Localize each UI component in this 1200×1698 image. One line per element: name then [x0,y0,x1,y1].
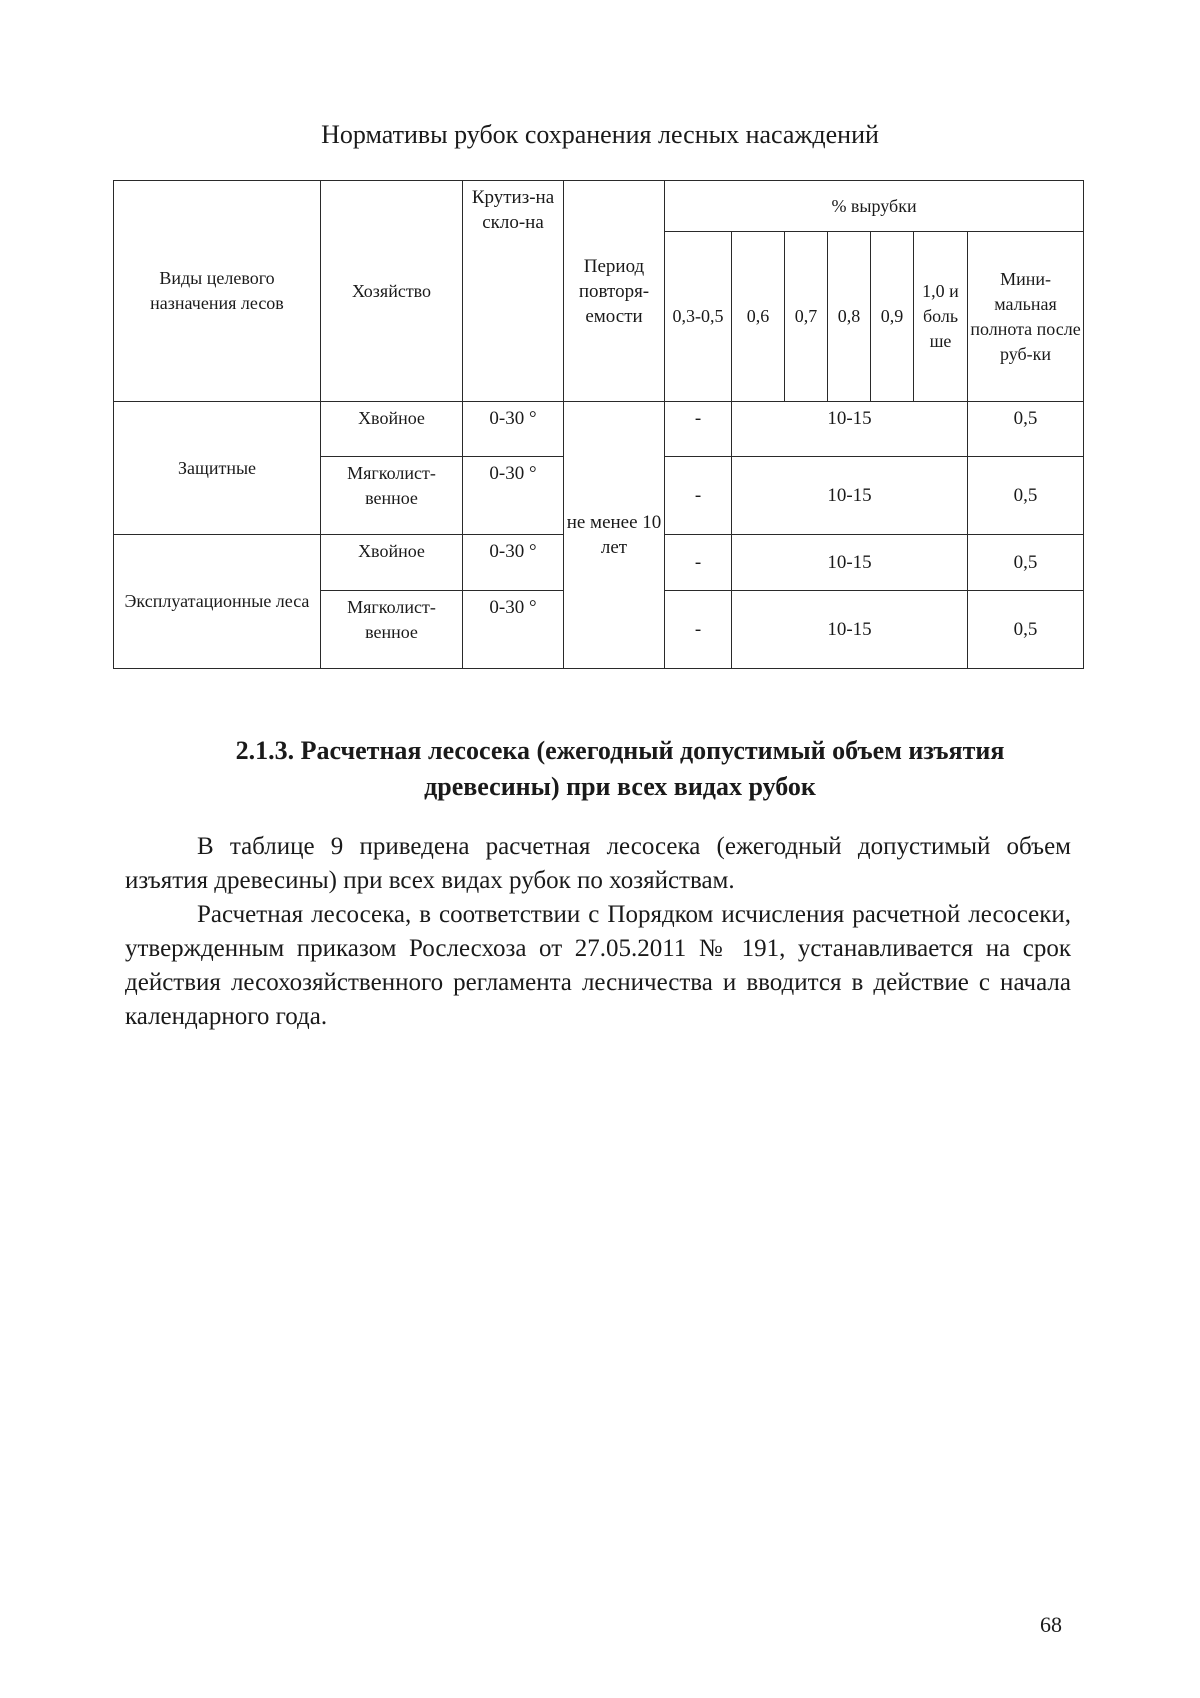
header-density-0-7: 0,7 [785,232,828,402]
min-density-cell: 0,5 [968,402,1084,457]
header-period: Период повторя-емости [564,181,665,402]
slope-cell: 0-30 ° [463,535,564,591]
economy-cell: Хвойное [321,535,463,591]
forest-type-cell: Эксплуатационные леса [114,535,321,669]
min-density-cell: 0,5 [968,535,1084,591]
low-density-cell: - [665,535,732,591]
cutting-norms-table [113,180,1084,669]
page-number: 68 [1040,1612,1062,1637]
table-caption: Нормативы рубок сохранения лесных насаждений [321,120,879,149]
header-density-0-6: 0,6 [732,232,785,402]
cutting-range-cell: 10-15 [732,591,968,669]
cutting-range-cell: 10-15 [732,535,968,591]
economy-cell: Мягколист-венное [321,457,463,535]
cutting-range-cell: 10-15 [732,402,968,457]
min-density-cell: 0,5 [968,591,1084,669]
period-cell: не менее 10 лет [564,402,665,669]
header-min-density: Мини-мальная полнота после руб-ки [968,232,1084,402]
slope-cell: 0-30 ° [463,591,564,669]
header-cutting-percent: % вырубки [665,181,1084,232]
header-density-0-8: 0,8 [828,232,871,402]
header-forest-type: Виды целевого назначения лесов [114,181,321,402]
section-body [125,830,1071,1034]
paragraph: Расчетная лесосека, в соответствии с Порядком исчисления расчетной лесосеки, утвержденным приказом Рослесхоза от 27.05.2011 № 191, устанавливается на срок действия лесохозяйственного регламента лесничества и вводится в действие с начала календарного года. [125,901,1071,1030]
economy-cell: Хвойное [321,402,463,457]
low-density-cell: - [665,591,732,669]
low-density-cell: - [665,402,732,457]
header-density-0-9: 0,9 [871,232,914,402]
header-slope: Крутиз-на скло-на [463,181,564,402]
min-density-cell: 0,5 [968,457,1084,535]
section-heading: 2.1.3. Расчетная лесосека (ежегодный допустимый объем изъятия древесины) при всех видах рубок [235,736,1005,801]
forest-type-cell: Защитные [114,402,321,535]
low-density-cell: - [665,457,732,535]
slope-cell: 0-30 ° [463,402,564,457]
paragraph: В таблице 9 приведена расчетная лесосека (ежегодный допустимый объем изъятия древесины) при всех видах рубок по хозяйствам. [125,833,1071,894]
economy-cell: Мягколист-венное [321,591,463,669]
header-density-0-3-0-5: 0,3-0,5 [665,232,732,402]
header-density-1-0-plus: 1,0 и боль ше [914,232,968,402]
cutting-range-cell: 10-15 [732,457,968,535]
header-economy: Хозяйство [321,181,463,402]
slope-cell: 0-30 ° [463,457,564,535]
